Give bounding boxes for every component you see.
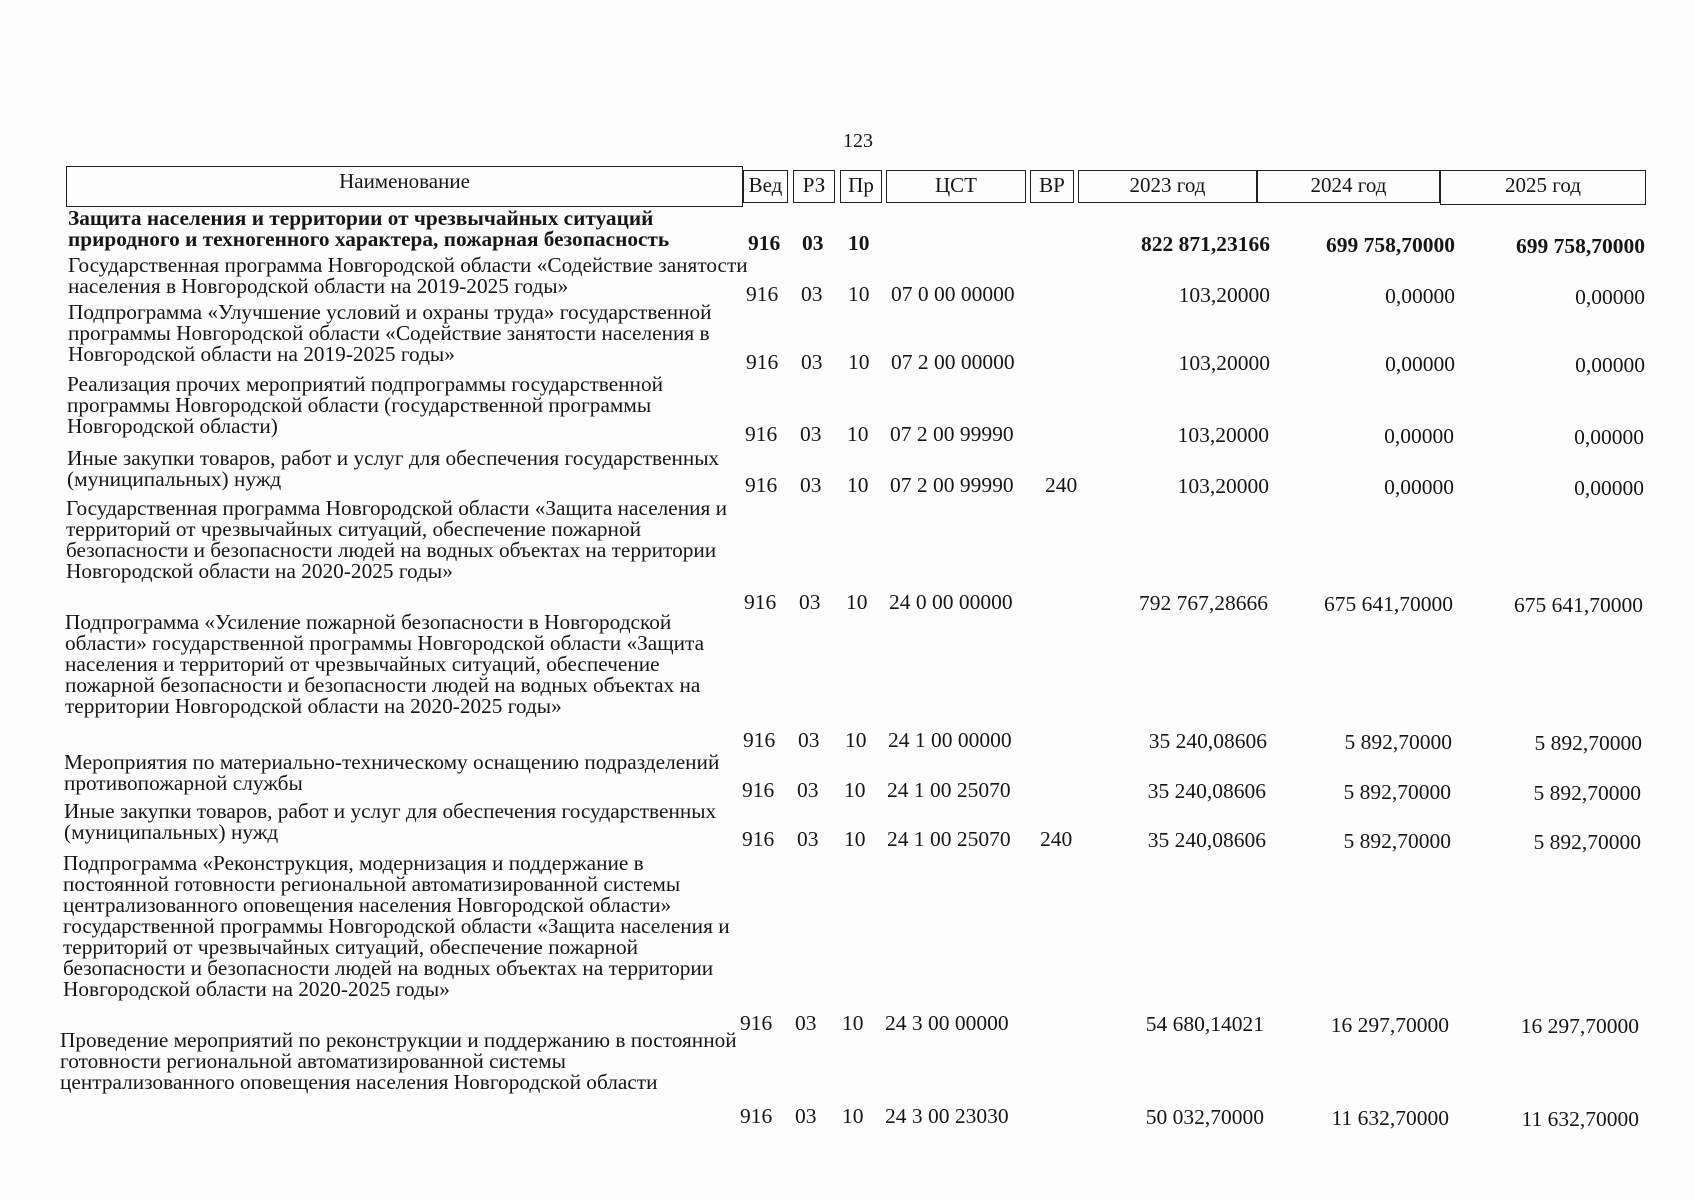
row-rz: 03 [797, 827, 819, 851]
row-2025: 675 641,70000 [1514, 593, 1643, 617]
row-2025: 0,00000 [1575, 353, 1645, 377]
row-2023: 35 240,08606 [1147, 779, 1266, 803]
row-2023: 50 032,70000 [1145, 1105, 1264, 1129]
row-pr: 10 [842, 1011, 864, 1035]
row-rz: 03 [802, 231, 824, 255]
row-2023: 54 680,14021 [1145, 1012, 1264, 1036]
row-vr: 240 [1040, 827, 1073, 851]
row-name: Подпрограмма «Усиление пожарной безопасности в Новгородской области» государственной программы Новгородской области «Защита населения и территорий от чрезвычайных ситуаций, обеспечение пожарной безопасности и безопасности людей на водных объектах на территории Новгородской области на 2020-2025 годы» [65, 610, 705, 718]
row-rz: 03 [795, 1011, 817, 1035]
row-pr: 10 [844, 827, 866, 851]
row-rz: 03 [799, 590, 821, 614]
row-2024: 675 641,70000 [1324, 592, 1453, 616]
row-2024: 5 892,70000 [1343, 829, 1451, 853]
row-ved: 916 [748, 231, 781, 255]
row-ved: 916 [746, 350, 779, 374]
row-rz: 03 [800, 473, 822, 497]
row-2025: 0,00000 [1575, 285, 1645, 309]
row-rz: 03 [801, 282, 823, 306]
row-cst: 07 2 00 99990 [890, 422, 1014, 446]
row-pr: 10 [848, 231, 870, 255]
row-2024: 699 758,70000 [1326, 233, 1455, 257]
row-2023: 35 240,08606 [1148, 729, 1267, 753]
row-2025: 5 892,70000 [1534, 731, 1642, 755]
row-ved: 916 [742, 827, 775, 851]
row-rz: 03 [797, 778, 819, 802]
row-ved: 916 [745, 422, 778, 446]
row-cst: 24 1 00 25070 [887, 827, 1011, 851]
row-ved: 916 [740, 1011, 773, 1035]
row-2023: 103,20000 [1177, 423, 1269, 447]
row-cst: 24 1 00 25070 [887, 778, 1011, 802]
row-cst: 07 2 00 00000 [891, 350, 1015, 374]
row-name: Проведение мероприятий по реконструкции и поддержанию в постоянной готовности региональной автоматизированной системы централизованного оповещения населения Новгородской области [60, 1028, 737, 1094]
row-ved: 916 [742, 778, 775, 802]
row-2023: 35 240,08606 [1147, 828, 1266, 852]
header-2024: 2024 год [1257, 170, 1440, 203]
row-name: Иные закупки товаров, работ и услуг для обеспечения государственных (муниципальных) нужд [67, 446, 720, 491]
row-pr: 10 [842, 1104, 864, 1128]
row-ved: 916 [746, 282, 779, 306]
row-name: Подпрограмма «Реконструкция, модернизация и поддержание в постоянной готовности региональной автоматизированной системы централизованного оповещения населения Новгородской области» государственной программы Новгородской области «Защита населения и территорий от чрезвычайных ситуаций, обеспечение пожарной безопасности и безопасности людей на водных объектах на территории Новгородской области на 2020-2025 годы» [63, 851, 730, 1001]
row-2023: 822 871,23166 [1141, 232, 1270, 256]
row-2025: 699 758,70000 [1516, 234, 1645, 258]
row-ved: 916 [744, 590, 777, 614]
row-pr: 10 [845, 728, 867, 752]
row-2024: 0,00000 [1385, 352, 1455, 376]
row-ved: 916 [745, 473, 778, 497]
row-pr: 10 [848, 350, 870, 374]
row-2024: 0,00000 [1385, 284, 1455, 308]
row-2023: 792 767,28666 [1139, 591, 1268, 615]
row-vr: 240 [1045, 473, 1078, 497]
row-rz: 03 [795, 1104, 817, 1128]
row-2024: 16 297,70000 [1330, 1013, 1449, 1037]
row-2024: 0,00000 [1384, 475, 1454, 499]
header-vr: ВР [1030, 170, 1074, 203]
header-2025: 2025 год [1440, 170, 1646, 205]
row-2025: 0,00000 [1574, 425, 1644, 449]
header-pr: Пр [840, 170, 882, 203]
row-name: Мероприятия по материально-техническому оснащению подразделений противопожарной службы [64, 750, 720, 795]
row-cst: 24 1 00 00000 [888, 728, 1012, 752]
row-2024: 5 892,70000 [1344, 730, 1452, 754]
page-number: 123 [843, 130, 873, 152]
row-2024: 5 892,70000 [1343, 780, 1451, 804]
row-pr: 10 [844, 778, 866, 802]
row-name: Подпрограмма «Улучшение условий и охраны труда» государственной программы Новгородской области «Содействие занятости населения в Новгородской области на 2019-2025 годы» [68, 300, 712, 366]
row-rz: 03 [800, 422, 822, 446]
row-pr: 10 [848, 282, 870, 306]
row-2025: 11 632,70000 [1521, 1107, 1639, 1131]
row-name: Иные закупки товаров, работ и услуг для обеспечения государственных (муниципальных) нужд [64, 799, 717, 844]
row-rz: 03 [798, 728, 820, 752]
row-cst: 24 0 00 00000 [889, 590, 1013, 614]
row-ved: 916 [740, 1104, 773, 1128]
row-name: Государственная программа Новгородской области «Содействие занятости населения в Новгородской области на 2019-2025 годы» [68, 253, 748, 298]
row-2025: 5 892,70000 [1533, 781, 1641, 805]
header-rz: РЗ [793, 170, 835, 203]
row-rz: 03 [801, 350, 823, 374]
row-pr: 10 [847, 422, 869, 446]
header-name: Наименование [66, 166, 743, 207]
row-cst: 24 3 00 23030 [885, 1104, 1009, 1128]
row-2023: 103,20000 [1177, 474, 1269, 498]
row-2023: 103,20000 [1178, 283, 1270, 307]
row-pr: 10 [847, 473, 869, 497]
row-2024: 0,00000 [1384, 424, 1454, 448]
header-cst: ЦСТ [886, 170, 1026, 203]
header-ved: Вед [743, 170, 788, 203]
row-2024: 11 632,70000 [1331, 1106, 1449, 1130]
row-cst: 24 3 00 00000 [885, 1011, 1009, 1035]
row-2025: 0,00000 [1574, 476, 1644, 500]
row-ved: 916 [743, 728, 776, 752]
row-name: Защита населения и территории от чрезвычайных ситуаций природного и техногенного характера, пожарная безопасность [68, 206, 670, 251]
row-name: Реализация прочих мероприятий подпрограммы государственной программы Новгородской области (государственной программы Новгородской области) [67, 372, 664, 438]
row-2025: 5 892,70000 [1533, 830, 1641, 854]
row-pr: 10 [846, 590, 868, 614]
row-2025: 16 297,70000 [1520, 1014, 1639, 1038]
row-cst: 07 0 00 00000 [891, 282, 1015, 306]
row-name: Государственная программа Новгородской области «Защита населения и территорий от чрезвычайных ситуаций, обеспечение пожарной безопасности и безопасности людей на водных объектах на территории Новгородской области на 2020-2025 годы» [66, 496, 728, 583]
row-cst: 07 2 00 99990 [890, 473, 1014, 497]
header-2023: 2023 год [1078, 170, 1257, 203]
row-2023: 103,20000 [1178, 351, 1270, 375]
